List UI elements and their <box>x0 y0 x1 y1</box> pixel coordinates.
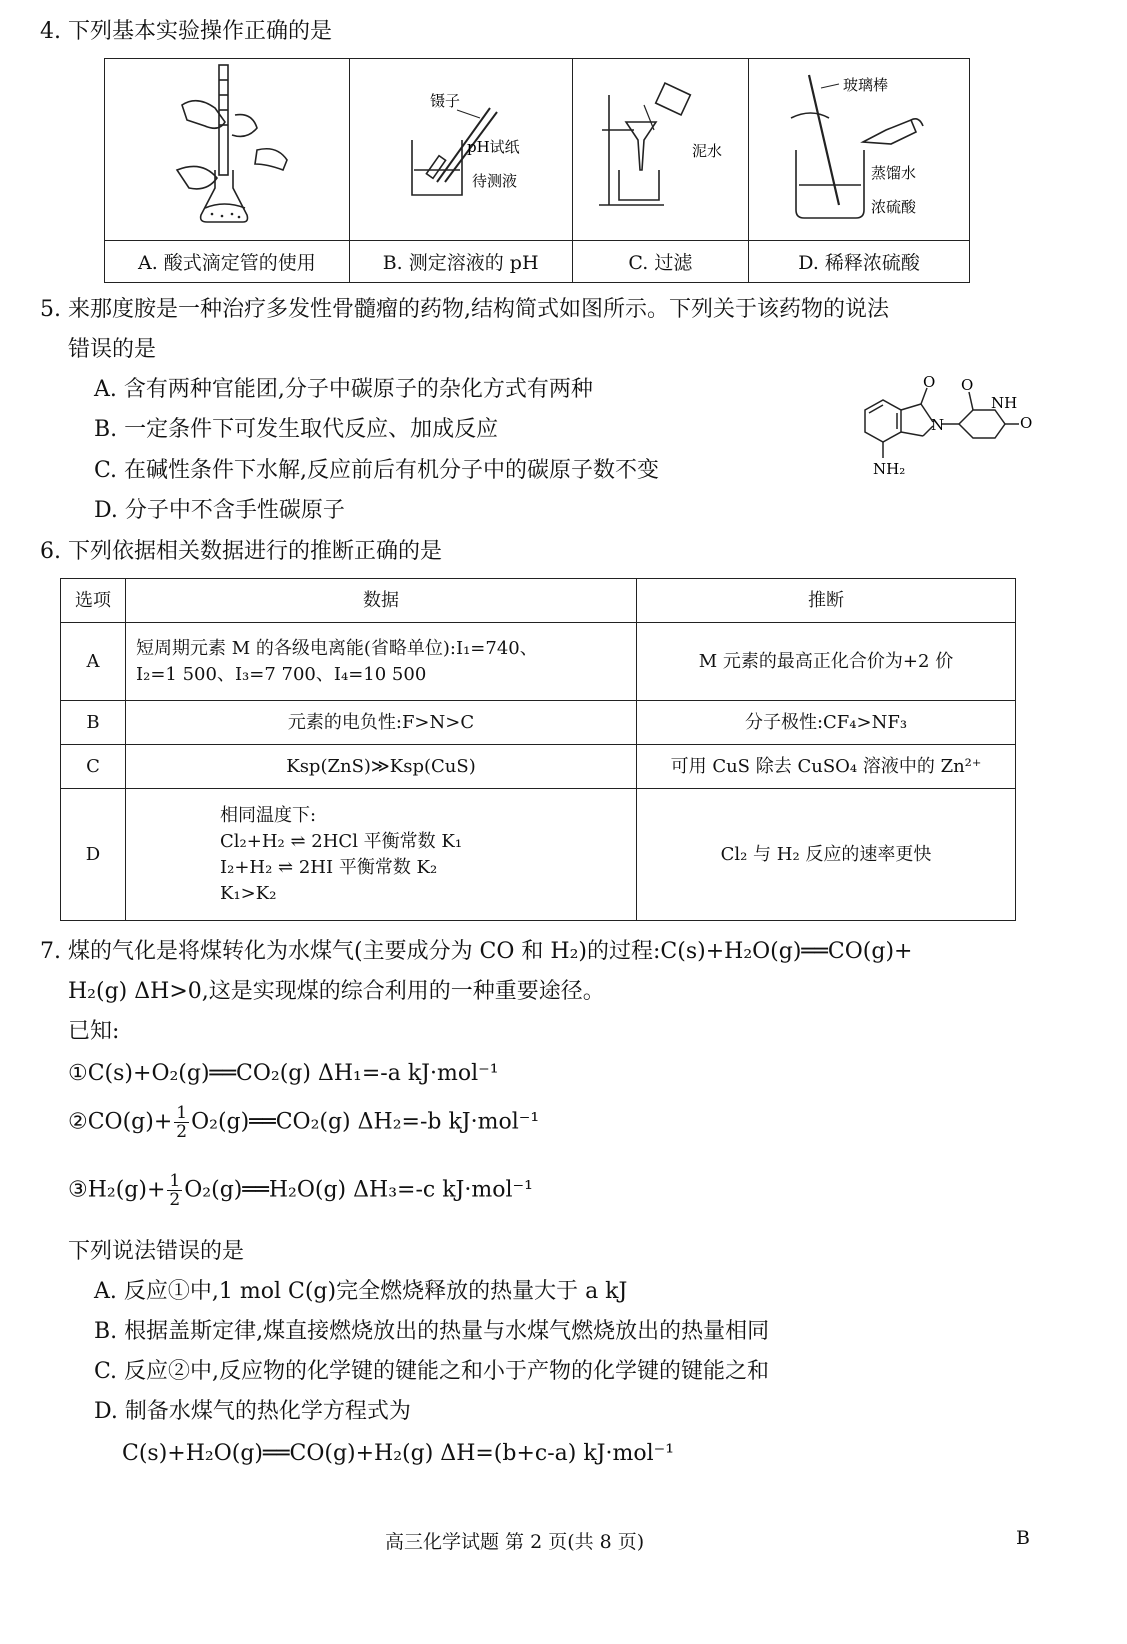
q6-table <box>60 578 1016 921</box>
header-data: 数据 <box>126 579 637 623</box>
caption-b: B. 测定溶液的 pH <box>349 241 572 283</box>
o2-label: O <box>961 376 974 394</box>
header-option: 选项 <box>61 579 126 623</box>
page-footer: 高三化学试题 第 2 页(共 8 页) <box>385 1531 645 1553</box>
dilution-drawing <box>751 60 967 234</box>
nh-label: NH <box>991 394 1018 412</box>
q7-known: 已知: <box>68 1019 120 1044</box>
row-b-inference: 分子极性:CF₄>NF₃ <box>637 701 1016 745</box>
tweezers-label: 镊子 <box>429 92 460 110</box>
row-c-data: Ksp(ZnS)≫Ksp(CuS) <box>126 745 637 789</box>
q4-stem: 4. 下列基本实验操作正确的是 <box>40 19 332 44</box>
q7-eq2-post: O₂(g)══CO₂(g) ΔH₂=-b kJ·mol⁻¹ <box>191 1109 540 1135</box>
version-letter: B <box>1016 1527 1030 1549</box>
row-d-data-line3: I₂+H₂ ⇌ 2HI 平衡常数 K₂ <box>220 856 438 878</box>
half-fraction-2 <box>167 1172 182 1209</box>
test-liquid-label: 待测液 <box>471 172 517 190</box>
dilution-figure <box>749 59 970 241</box>
glass-rod-label: 玻璃棒 <box>843 76 889 94</box>
half-fraction <box>174 1104 189 1141</box>
q7-stem-line2: H₂(g) ΔH>0,这是实现煤的综合利用的一种重要途径。 <box>68 979 605 1004</box>
frac-num-2: 1 <box>169 1171 181 1191</box>
q5-stem-line1: 5. 来那度胺是一种治疗多发性骨髓瘤的药物,结构简式如图所示。下列关于该药物的说法 <box>40 297 889 322</box>
q7-eq2-pre: ②CO(g)+ <box>68 1109 173 1135</box>
row-d-data <box>126 789 637 921</box>
q7-option-b: B. 根据盖斯定律,煤直接燃烧放出的热量与水煤气燃烧放出的热量相同 <box>94 1319 770 1344</box>
q4-table <box>104 58 970 283</box>
filtration-figure <box>572 59 749 241</box>
frac-den-2: 2 <box>169 1190 181 1210</box>
o3-label: O <box>1020 414 1033 432</box>
n-label: N <box>931 416 945 434</box>
q7-eq2 <box>68 1104 539 1141</box>
ph-drawing <box>352 60 570 234</box>
row-a-data-line1: 短周期元素 M 的各级电离能(省略单位):I₁=740、 <box>136 637 538 659</box>
row-d-inference: Cl₂ 与 H₂ 反应的速率更快 <box>637 789 1016 921</box>
caption-d: D. 稀释浓硫酸 <box>749 241 970 283</box>
frac-num: 1 <box>176 1103 188 1123</box>
q5-option-c: C. 在碱性条件下水解,反应前后有机分子中的碳原子数不变 <box>94 458 660 483</box>
row-b-data: 元素的电负性:F>N>C <box>126 701 637 745</box>
mud-water-label: 泥水 <box>692 142 723 160</box>
q5-option-d: D. 分子中不含手性碳原子 <box>94 498 345 523</box>
row-a-data <box>126 623 637 701</box>
row-a-inference: M 元素的最高正化合价为+2 价 <box>637 623 1016 701</box>
titration-drawing <box>107 60 347 234</box>
q5-stem-line2: 错误的是 <box>68 337 157 362</box>
q7-eq3-pre: ③H₂(g)+ <box>68 1177 166 1203</box>
row-d-data-line2: Cl₂+H₂ ⇌ 2HCl 平衡常数 K₁ <box>220 830 463 852</box>
row-b-option: B <box>61 701 126 745</box>
q7-ask: 下列说法错误的是 <box>68 1239 245 1264</box>
q7-final-equation: C(s)+H₂O(g)══CO(g)+H₂(g) ΔH=(b+c-a) kJ·mol⁻¹ <box>122 1441 675 1466</box>
conc-acid-label: 浓硫酸 <box>871 198 917 216</box>
lenalidomide-structure <box>855 370 1040 482</box>
q5-option-b: B. 一定条件下可发生取代反应、加成反应 <box>94 417 499 442</box>
q5-option-a: A. 含有两种官能团,分子中碳原子的杂化方式有两种 <box>94 377 593 402</box>
ph-paper-label: pH试纸 <box>466 138 520 156</box>
q7-eq3-post: O₂(g)══H₂O(g) ΔH₃=-c kJ·mol⁻¹ <box>184 1177 533 1203</box>
q7-stem-line1: 7. 煤的气化是将煤转化为水煤气(主要成分为 CO 和 H₂)的过程:C(s)+H₂O(g)══CO(g)+ <box>40 939 913 964</box>
row-c-inference: 可用 CuS 除去 CuSO₄ 溶液中的 Zn²⁺ <box>637 745 1016 789</box>
row-a-option: A <box>61 623 126 701</box>
ph-figure <box>349 59 572 241</box>
q7-eq3 <box>68 1172 533 1209</box>
q6-stem: 6. 下列依据相关数据进行的推断正确的是 <box>40 539 442 564</box>
frac-den: 2 <box>176 1122 188 1142</box>
filtration-drawing <box>574 60 746 234</box>
row-d-data-line4: K₁>K₂ <box>220 882 277 904</box>
row-d-data-line1: 相同温度下: <box>220 804 317 826</box>
o1-label: O <box>923 373 936 391</box>
nh2-label: NH₂ <box>873 460 906 478</box>
row-d-option: D <box>61 789 126 921</box>
header-inference: 推断 <box>637 579 1016 623</box>
caption-a: A. 酸式滴定管的使用 <box>105 241 350 283</box>
caption-c: C. 过滤 <box>572 241 749 283</box>
q7-option-d: D. 制备水煤气的热化学方程式为 <box>94 1399 411 1424</box>
q7-option-c: C. 反应②中,反应物的化学键的键能之和小于产物的化学键的键能之和 <box>94 1359 770 1384</box>
distilled-water-label: 蒸馏水 <box>871 164 917 182</box>
titration-figure <box>105 59 350 241</box>
row-c-option: C <box>61 745 126 789</box>
q7-eq1: ①C(s)+O₂(g)══CO₂(g) ΔH₁=-a kJ·mol⁻¹ <box>68 1061 499 1086</box>
row-a-data-line2: I₂=1 500、I₃=7 700、I₄=10 500 <box>136 663 427 685</box>
q7-option-a: A. 反应①中,1 mol C(g)完全燃烧释放的热量大于 a kJ <box>94 1279 628 1304</box>
